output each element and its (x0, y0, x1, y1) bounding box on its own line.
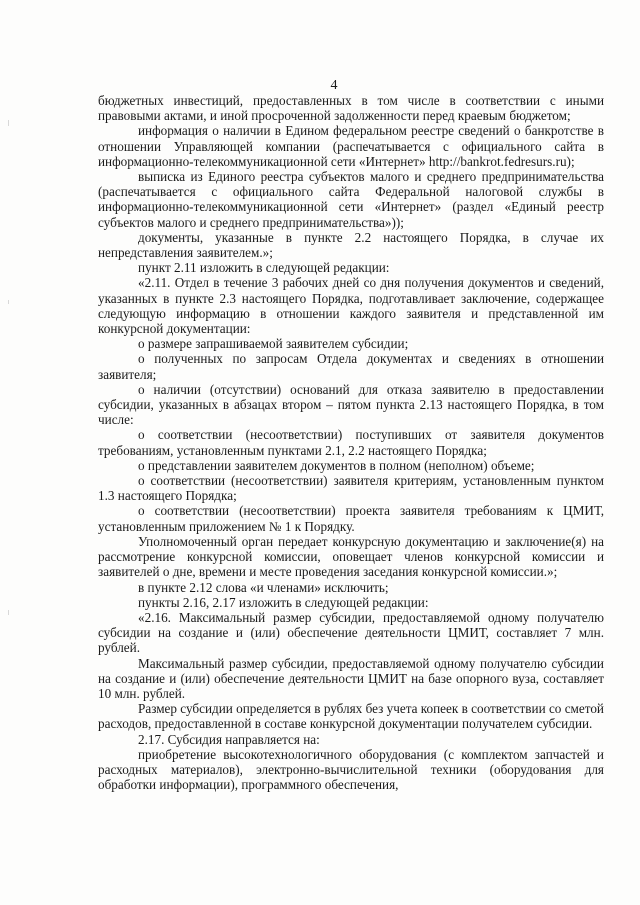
paragraph: о наличии (отсутствии) оснований для отказа заявителю в предоставлении субсидии, указанных в абзацах втором – пятом пункта 2.13 настоящего Порядка, в том числе: (98, 381, 604, 428)
paragraph: 2.17. Субсидия направляется на: (138, 731, 320, 747)
paragraph: Уполномоченный орган передает конкурсную документацию и заключение(я) на рассмотрение конкурсной комиссии, оповещает членов конкурсной комиссии и заявителей о дне, времени и месте проведения заседания конкурсной комиссии.»; (98, 533, 604, 580)
paragraph: пункты 2.16, 2.17 изложить в следующей редакции: (138, 594, 429, 610)
paragraph: выписка из Единого реестра субъектов малого и среднего предпринимательства (распечатывается с официального сайта Федеральной налоговой службы в информационно-телекоммуникационной сети «Интернет» (раздел «Единый реестр субъектов малого и среднего предпринимательства»)); (98, 169, 604, 230)
paragraph: Размер субсидии определяется в рублях без учета копеек в соответствии со сметой расходов, предоставленной в составе конкурсной документации получателем субсидии. (98, 701, 604, 732)
paragraph: «2.16. Максимальный размер субсидии, предоставляемой одному получателю субсидии на создание и (или) обеспечение деятельности ЦМИТ, составляет 7 млн. рублей. (98, 609, 604, 656)
paragraph: о полученных по запросам Отдела документах и сведениях в отношении заявителя; (98, 351, 604, 382)
paragraph: приобретение высокотехнологичного оборудования (с комплектом запчастей и расходных материалов), электронно-вычислительной техники (оборудования для обработки информации), программного обеспечения, (98, 746, 604, 793)
paragraph: пункт 2.11 изложить в следующей редакции: (138, 260, 390, 276)
paragraph: Максимальный размер субсидии, предоставляемой одному получателю субсидии на создание и (или) обеспечение деятельности ЦМИТ на базе опорного вуза, составляет 10 млн. рублей. (98, 655, 604, 701)
left-margin-mark (8, 610, 9, 615)
paragraph: о соответствии (несоответствии) заявителя критериям, установленным пунктом 1.3 настоящего Порядка; (98, 473, 604, 504)
paragraph: о соответствии (несоответствии) проекта заявителя требованиям к ЦМИТ, установленным приложением № 1 к Порядку. (98, 503, 604, 534)
paragraph: о размере запрашиваемой заявителем субсидии; (138, 336, 409, 352)
paragraph: о соответствии (несоответствии) поступивших от заявителя документов требованиям, установленным пунктами 2.1, 2.2 настоящего Порядка; (98, 427, 604, 458)
paragraph: информация о наличии в Едином федеральном реестре сведений о банкротстве в отношении Управляющей компании (распечатывается с официального сайта в информационно-телекоммуникационной сети «Интернет» http://bankrot.fedresurs.ru); (98, 123, 604, 169)
paragraph: бюджетных инвестиций, предоставленных в том числе в соответствии с иными правовыми актами, и иной просроченной задолженности перед краевым бюджетом; (98, 93, 604, 124)
page-number: 4 (330, 78, 338, 93)
paragraph: «2.11. Отдел в течение 3 рабочих дней со дня получения документов и сведений, указанных в пункте 2.3 настоящего Порядка, подготавливает заключение, содержащее следующую информацию в отношении каждого заявителя и представленной им конкурсной документации: (98, 275, 604, 337)
paragraph: в пункте 2.12 слова «и членами» исключить; (138, 579, 389, 595)
left-margin-mark (8, 120, 9, 126)
document-body (98, 93, 604, 792)
paragraph: о представлении заявителем документов в полном (неполном) объеме; (138, 457, 535, 473)
left-margin-mark (8, 300, 9, 304)
paragraph: документы, указанные в пункте 2.2 настоящего Порядка, в случае их непредставления заявителем.»; (98, 229, 604, 261)
